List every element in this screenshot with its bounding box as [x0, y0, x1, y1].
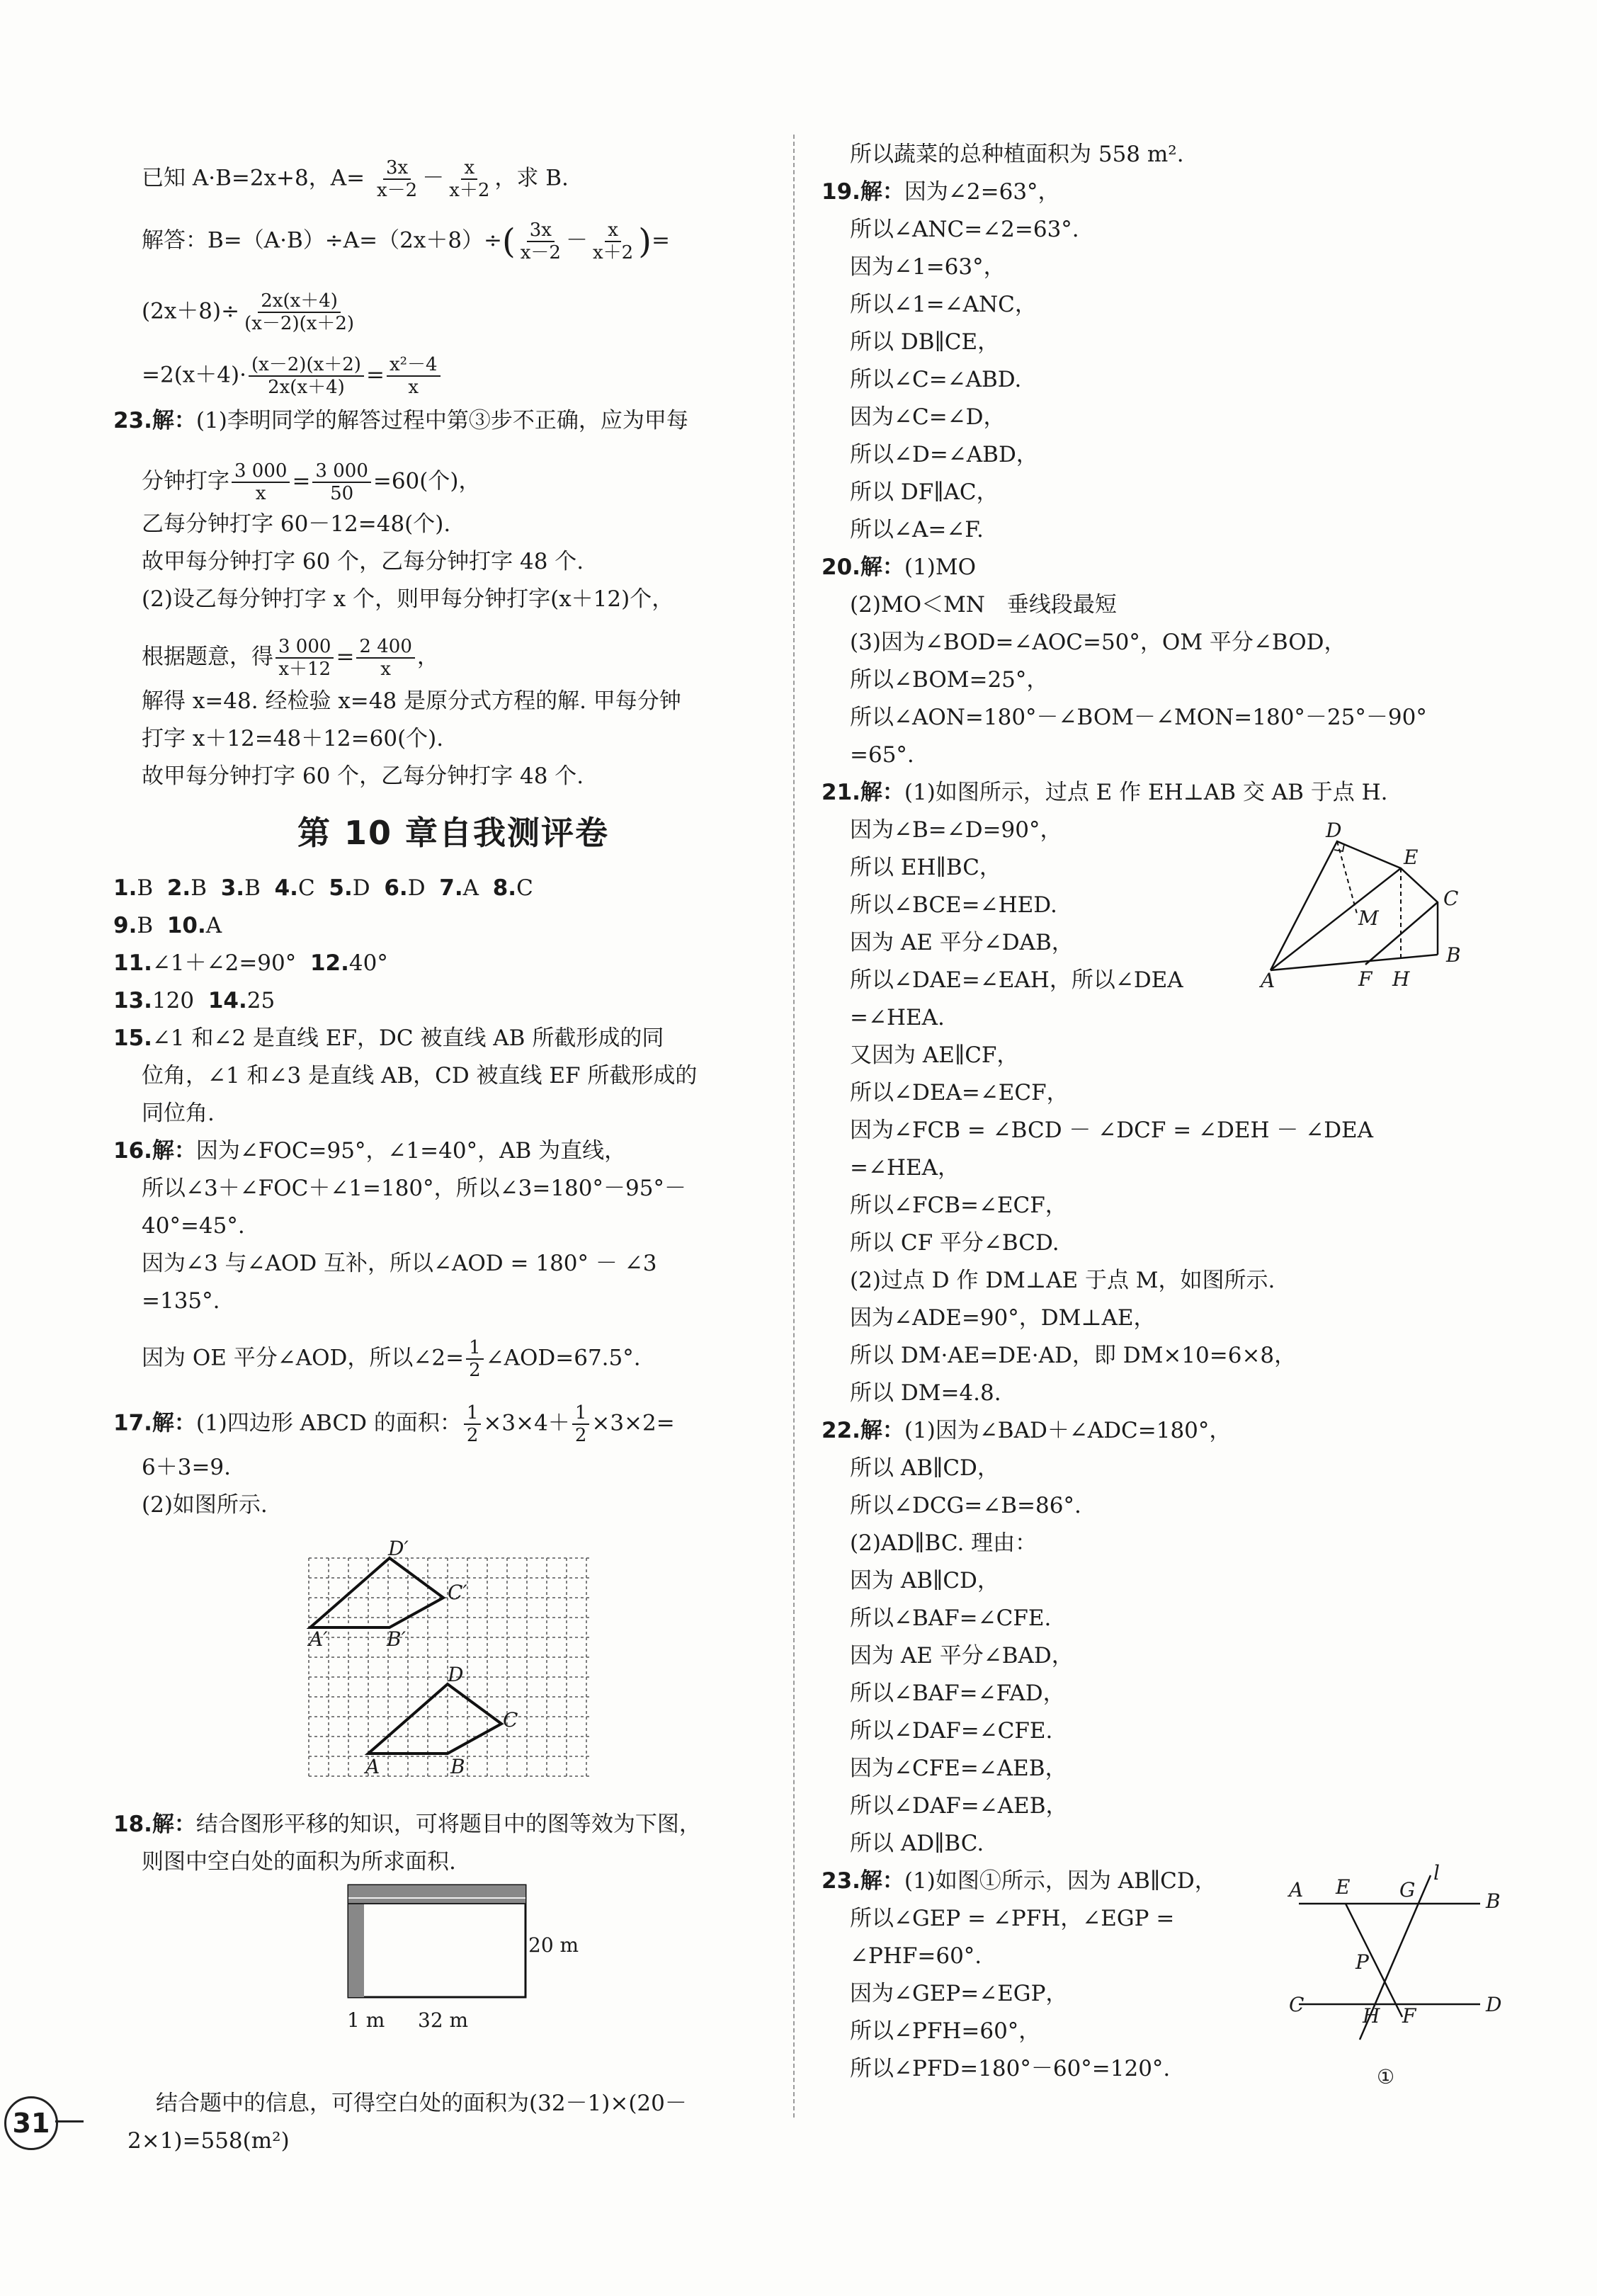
- strip-width-label: 1 m: [347, 2008, 385, 2032]
- text-line: 打字 x＋12=48＋12=60(个).: [142, 726, 444, 751]
- text-line: 所以 DM·AE=DE·AD，即 DM×10=6×8，: [850, 1343, 1297, 1368]
- text-line: 所以∠DAF=∠CFE.: [850, 1718, 1053, 1744]
- figure-caption: ①: [1377, 2065, 1395, 2088]
- label-c: C: [1443, 887, 1459, 910]
- figure-21-quadrilateral: [1261, 820, 1494, 990]
- fraction: $\frac{3x}{x-2}$: [376, 157, 418, 201]
- text-line: 故甲每分钟打字 60 个，乙每分钟打字 48 个.: [142, 763, 584, 789]
- text-line: 所以∠C=∠ABD.: [850, 367, 1022, 392]
- answer-row: 13.120 14.25: [113, 988, 275, 1013]
- text-line: (2)如图所示.: [142, 1492, 268, 1518]
- label-e: E: [1404, 846, 1419, 869]
- question-18-line: 18.解：结合图形平移的知识，可将题目中的图等效为下图，: [113, 1812, 701, 1837]
- label-p: P: [1356, 1950, 1369, 1974]
- page-number-rule: [55, 2120, 84, 2122]
- question-15-line: 15.∠1 和∠2 是直线 EF，DC 被直线 AB 所截形成的同: [113, 1025, 664, 1051]
- text-line: 因为∠GEP=∠EGP，: [850, 1981, 1068, 2006]
- text-line: (2x＋8)÷ $\frac{2x(x+4)}{(x-2)(x+2)}$: [142, 290, 359, 334]
- text-line: 因为∠CFE=∠AEB，: [850, 1756, 1067, 1781]
- text-line: 则图中空白处的面积为所求面积.: [142, 1849, 456, 1875]
- text-line: 所以蔬菜的总种植面积为 558 m².: [850, 142, 1184, 167]
- vertical-path: [348, 1885, 364, 1997]
- label-h: H: [1392, 967, 1410, 991]
- label-d: D: [1486, 1993, 1502, 2016]
- text-line: 所以 AD∥BC.: [850, 1831, 984, 1856]
- text-line: 根据题意，得 $\frac{3 000}{x+12}$ = $\frac{2 400}{x}$ ，: [142, 636, 439, 680]
- text-line: 因为∠1=63°，: [850, 254, 1006, 280]
- text-line: 40°=45°.: [142, 1213, 245, 1239]
- fraction: $\frac{3 000}{50}$: [312, 460, 370, 504]
- fraction: $\frac{\text{x²－4}}{x}$: [387, 354, 441, 398]
- fraction: $\frac{3 000}{x+12}$: [275, 636, 334, 680]
- label-b-prime: B′: [387, 1627, 406, 1651]
- fraction: $\frac{x}{x+2}$: [592, 220, 634, 263]
- fraction: $\frac{3x}{x-2}$: [520, 220, 561, 263]
- fraction: $\frac{x}{x+2}$: [449, 157, 490, 201]
- text-line: 所以∠BCE=∠HED.: [850, 892, 1057, 918]
- text-line: 分钟打字 $\frac{3 000}{x}$ = $\frac{3 000}{50}$ =60(个)，: [142, 460, 481, 504]
- text-line: 因为 AE 平分∠DAB，: [850, 930, 1074, 955]
- label-c: C: [1289, 1993, 1305, 2016]
- text-line: 乙每分钟打字 60－12=48(个).: [142, 511, 451, 537]
- chapter-title: 第 10 章自我测评卷: [297, 814, 610, 852]
- text-line: 因为 OE 平分∠AOD，所以∠2= $\frac{1}{2}$ ∠AOD=67.5°.: [142, 1337, 641, 1381]
- text-line: 所以∠PFD=180°－60°=120°.: [850, 2056, 1171, 2081]
- text-line: 因为∠B=∠D=90°，: [850, 817, 1062, 843]
- question-21-line: 21.解：(1)如图所示，过点 E 作 EH⊥AB 交 AB 于点 H.: [822, 780, 1388, 805]
- label-f: F: [1358, 967, 1372, 991]
- fraction: $\frac{2x(x+4)}{(x-2)(x+2)}$: [244, 290, 355, 334]
- text-line: 所以 DB∥CE，: [850, 329, 1000, 355]
- text-line: 所以 DM=4.8.: [850, 1380, 1001, 1406]
- fraction: $\frac{(x-2)(x+2)}{2x(x+4)}$: [249, 354, 364, 398]
- text-line: 因为 AB∥CD，: [850, 1568, 999, 1593]
- fraction: $\frac{2 400}{x}$: [356, 636, 414, 680]
- question-23-line: 23.解：(1)如图①所示，因为 AB∥CD，: [822, 1868, 1217, 1894]
- label-d: D: [1326, 819, 1342, 842]
- text-line: (2)AD∥BC. 理由：: [850, 1530, 1038, 1556]
- question-22-line: 22.解：(1)因为∠BAD＋∠ADC=180°，: [822, 1418, 1232, 1443]
- horizontal-path: [348, 1885, 525, 1904]
- text-line: 所以 DF∥AC，: [850, 479, 999, 505]
- text-line: 解得 x=48. 经检验 x=48 是原分式方程的解. 甲每分钟: [142, 688, 681, 714]
- text-line: =65°.: [850, 742, 914, 768]
- label-b: B: [1486, 1889, 1501, 1913]
- label-e: E: [1336, 1875, 1351, 1899]
- text-line: 所以∠A=∠F.: [850, 517, 984, 542]
- page-number: 31: [4, 2096, 58, 2150]
- text-line: 结合题中的信息，可得空白处的面积为(32－1)×(20－: [156, 2091, 687, 2116]
- height-label: 20 m: [528, 1933, 579, 1957]
- label-a: A: [365, 1755, 380, 1778]
- label-m: M: [1358, 907, 1379, 930]
- label-a: A: [1261, 969, 1275, 992]
- text-line: =135°.: [142, 1288, 220, 1314]
- text-line: 所以∠DCG=∠B=86°.: [850, 1493, 1081, 1518]
- text-line: =2(x＋4)· $\frac{(x-2)(x+2)}{2x(x+4)}$ = $\frac{\text{x²－4}}{x}$: [142, 354, 443, 398]
- text-line: (2)过点 D 作 DM⊥AE 于点 M，如图所示.: [850, 1268, 1275, 1293]
- text-line: 所以∠3＋∠FOC＋∠1=180°，所以∠3=180°－95°－: [142, 1176, 686, 1201]
- text-line: 所以∠DEA=∠ECF，: [850, 1080, 1069, 1106]
- label-c: C: [503, 1708, 518, 1732]
- text-line: 所以∠PFH=60°，: [850, 2018, 1041, 2044]
- answer-row: 1.B 2.B 3.B 4.C 5.D 6.D 7.A 8.C: [113, 875, 533, 901]
- text-line: ∠PHF=60°.: [850, 1943, 982, 1969]
- text-line: (2)设乙每分钟打字 x 个，则甲每分钟打字(x＋12)个，: [142, 586, 674, 612]
- text-line: 所以∠FCB=∠ECF，: [850, 1193, 1067, 1218]
- text-line: 所以∠BAF=∠FAD，: [850, 1681, 1065, 1706]
- text-line: 所以∠AON=180°－∠BOM－∠MON=180°－25°－90°: [850, 705, 1427, 730]
- fraction: $\frac{1}{2}$: [466, 1337, 484, 1381]
- text-line: 同位角.: [142, 1101, 215, 1126]
- label-a: A: [1289, 1878, 1304, 1902]
- label-f: F: [1402, 2004, 1416, 2028]
- text-line: 因为∠C=∠D，: [850, 404, 1006, 430]
- text-line: 所以∠D=∠ABD，: [850, 442, 1038, 467]
- width-label: 32 m: [418, 2008, 469, 2032]
- text-line: (2)MO＜MN 垂线段最短: [850, 592, 1117, 618]
- text-line: 所以∠DAF=∠AEB，: [850, 1793, 1068, 1819]
- text-line: 所以 EH∥BC，: [850, 855, 1001, 880]
- label-a-prime: A′: [309, 1627, 328, 1651]
- question-19-line: 19.解：因为∠2=63°，: [822, 179, 1060, 205]
- figure-17-grid: [309, 1537, 599, 1790]
- question-17-line: 17.解：(1)四边形 ABCD 的面积： $\frac{1}{2}$ ×3×4＋ $\frac{1}{2}$ ×3×2=: [113, 1402, 675, 1446]
- text-line: 因为∠ADE=90°，DM⊥AE，: [850, 1305, 1156, 1331]
- text-line: 所以∠ANC=∠2=63°.: [850, 217, 1079, 242]
- text-line: 位角，∠1 和∠3 是直线 AB，CD 被直线 EF 所截形成的: [142, 1063, 698, 1089]
- question-16-line: 16.解：因为∠FOC=95°，∠1=40°，AB 为直线，: [113, 1138, 627, 1164]
- text-line: 解答：B=（A·B）÷A=（2x＋8）÷( $\frac{3x}{x-2}$ － $\frac{x}{x+2}$ )=: [142, 220, 670, 263]
- text-line: (3)因为∠BOD=∠AOC=50°，OM 平分∠BOD，: [850, 630, 1346, 655]
- text-line: 因为 AE 平分∠BAD，: [850, 1643, 1074, 1669]
- label-d-prime: D′: [388, 1537, 409, 1560]
- text-line: 所以∠1=∠ANC，: [850, 292, 1037, 317]
- fraction: $\frac{1}{2}$: [464, 1402, 482, 1446]
- text-line: 已知 A·B=2x+8，A= $\frac{3x}{x-2}$ － $\frac{x}{x+2}$ ，求 B.: [142, 157, 569, 201]
- text-line: 所以∠BOM=25°，: [850, 667, 1049, 693]
- label-l: l: [1433, 1861, 1440, 1885]
- label-d: D: [448, 1663, 464, 1686]
- label-b: B: [450, 1755, 465, 1778]
- text-line: 因为∠FCB = ∠BCD － ∠DCF = ∠DEH － ∠DEA: [850, 1118, 1374, 1143]
- fraction: $\frac{3 000}{x}$: [232, 460, 290, 504]
- answer-row: 11.∠1＋∠2=90° 12.40°: [113, 950, 388, 976]
- text-line: 2×1)=558(m²): [127, 2128, 290, 2154]
- text-line: 所以∠BAF=∠CFE.: [850, 1606, 1052, 1631]
- text-line: 所以 AB∥CD，: [850, 1455, 999, 1481]
- question-23-line: 23.解：(1)李明同学的解答过程中第③步不正确，应为甲每: [113, 408, 688, 433]
- label-c-prime: C′: [448, 1581, 467, 1604]
- question-20-line: 20.解：(1)MO: [822, 555, 976, 580]
- text-line: =∠HEA，: [850, 1155, 960, 1181]
- answer-row: 9.B 10.A: [113, 913, 222, 938]
- label-g: G: [1399, 1878, 1416, 1902]
- figure-23-parallel-lines: [1289, 1863, 1501, 2096]
- label-h: H: [1363, 2004, 1380, 2028]
- figure-18-field: [347, 1878, 623, 2041]
- column-divider: [793, 135, 795, 2118]
- text-line: 故甲每分钟打字 60 个，乙每分钟打字 48 个.: [142, 549, 584, 574]
- text-line: =∠HEA.: [850, 1005, 945, 1030]
- text-line: 又因为 AE∥CF，: [850, 1042, 1019, 1068]
- text-line: 所以 CF 平分∠BCD.: [850, 1230, 1059, 1256]
- text-line: 因为∠3 与∠AOD 互补，所以∠AOD = 180° － ∠3: [142, 1251, 657, 1276]
- text-line: 所以∠DAE=∠EAH，所以∠DEA: [850, 967, 1183, 993]
- label-b: B: [1446, 943, 1461, 967]
- fraction: $\frac{1}{2}$: [572, 1402, 590, 1446]
- text-line: 所以∠GEP = ∠PFH，∠EGP =: [850, 1906, 1175, 1931]
- text-line: 6＋3=9.: [142, 1455, 231, 1480]
